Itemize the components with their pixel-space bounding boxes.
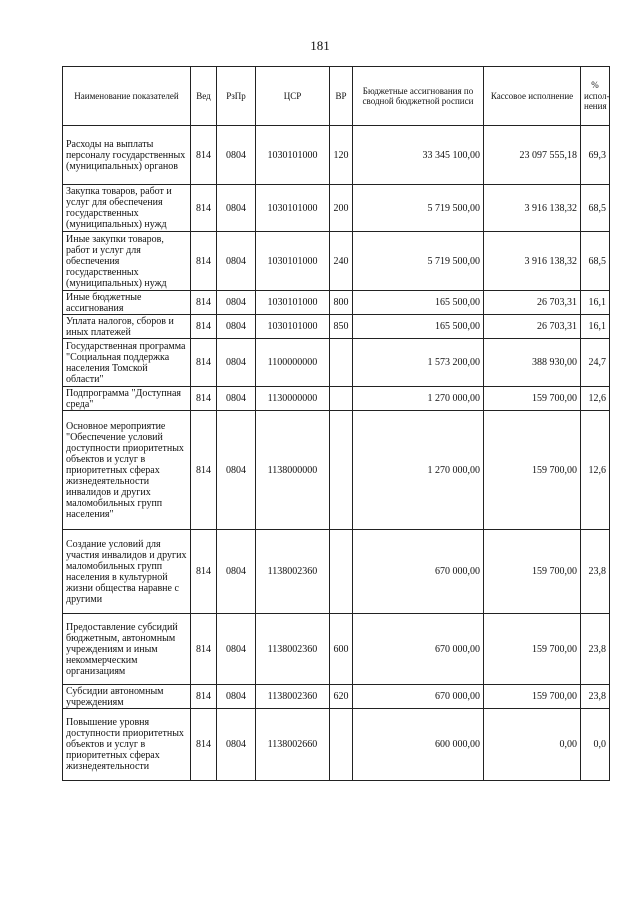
cell-vr — [330, 411, 353, 530]
cell-name: Уплата налогов, сборов и иных платежей — [63, 315, 191, 339]
cell-budget: 33 345 100,00 — [353, 126, 484, 185]
cell-name: Субсидии автономным учреждениям — [63, 685, 191, 709]
cell-name: Подпрограмма "Доступная среда" — [63, 387, 191, 411]
table-body — [63, 126, 610, 781]
cell-name: Закупка товаров, работ и услуг для обеспечения государственных (муниципальных) нужд — [63, 185, 191, 232]
cell-rzpr: 0804 — [217, 709, 256, 781]
header-rzpr: РзПр — [217, 67, 256, 126]
cell-budget: 600 000,00 — [353, 709, 484, 781]
cell-budget: 670 000,00 — [353, 685, 484, 709]
table-row — [63, 126, 610, 185]
cell-cash: 23 097 555,18 — [484, 126, 581, 185]
cell-ved: 814 — [191, 530, 217, 614]
cell-budget: 1 573 200,00 — [353, 339, 484, 387]
cell-cash: 159 700,00 — [484, 614, 581, 685]
cell-cash: 159 700,00 — [484, 530, 581, 614]
cell-vr: 850 — [330, 315, 353, 339]
cell-rzpr: 0804 — [217, 315, 256, 339]
cell-rzpr: 0804 — [217, 411, 256, 530]
table-row — [63, 339, 610, 387]
cell-pct: 12,6 — [581, 411, 610, 530]
cell-cash: 3 916 138,32 — [484, 232, 581, 291]
cell-cash: 26 703,31 — [484, 315, 581, 339]
cell-pct: 24,7 — [581, 339, 610, 387]
cell-name: Основное мероприятие "Обеспечение условий доступности приоритетных объектов и услуг в приоритетных сферах жизнедеятельности инвалидов и других маломобильных групп населения" — [63, 411, 191, 530]
cell-vr: 600 — [330, 614, 353, 685]
cell-budget: 1 270 000,00 — [353, 387, 484, 411]
cell-csr: 1030101000 — [256, 126, 330, 185]
header-budget: Бюджетные ассигнования по сводной бюджетной росписи — [353, 67, 484, 126]
cell-pct: 12,6 — [581, 387, 610, 411]
header-row — [63, 67, 610, 126]
cell-pct: 23,8 — [581, 685, 610, 709]
cell-rzpr: 0804 — [217, 530, 256, 614]
cell-csr: 1138002360 — [256, 530, 330, 614]
page-number: 181 — [310, 38, 330, 53]
table-row — [63, 185, 610, 232]
cell-budget: 165 500,00 — [353, 315, 484, 339]
cell-csr: 1130000000 — [256, 387, 330, 411]
table-row — [63, 232, 610, 291]
cell-ved: 814 — [191, 232, 217, 291]
table-row — [63, 387, 610, 411]
cell-cash: 159 700,00 — [484, 411, 581, 530]
header-name: Наименование показателей — [63, 67, 191, 126]
cell-budget: 5 719 500,00 — [353, 185, 484, 232]
cell-ved: 814 — [191, 411, 217, 530]
cell-name: Иные закупки товаров, работ и услуг для обеспечения государственных (муниципальных) нужд — [63, 232, 191, 291]
cell-name: Государственная программа "Социальная поддержка населения Томской области" — [63, 339, 191, 387]
cell-ved: 814 — [191, 315, 217, 339]
cell-rzpr: 0804 — [217, 614, 256, 685]
cell-vr — [330, 339, 353, 387]
cell-budget: 165 500,00 — [353, 291, 484, 315]
cell-csr: 1138002360 — [256, 685, 330, 709]
cell-csr: 1138002660 — [256, 709, 330, 781]
cell-name: Предоставление субсидий бюджетным, автономным учреждениям и иным некоммерческим организациям — [63, 614, 191, 685]
cell-vr: 800 — [330, 291, 353, 315]
cell-vr — [330, 387, 353, 411]
cell-pct: 16,1 — [581, 315, 610, 339]
cell-vr: 240 — [330, 232, 353, 291]
cell-rzpr: 0804 — [217, 232, 256, 291]
table-row — [63, 291, 610, 315]
cell-csr: 1030101000 — [256, 291, 330, 315]
cell-csr: 1100000000 — [256, 339, 330, 387]
cell-csr: 1138000000 — [256, 411, 330, 530]
cell-cash: 388 930,00 — [484, 339, 581, 387]
cell-cash: 0,00 — [484, 709, 581, 781]
cell-pct: 23,8 — [581, 614, 610, 685]
table-row — [63, 315, 610, 339]
header-csr: ЦСР — [256, 67, 330, 126]
cell-rzpr: 0804 — [217, 291, 256, 315]
cell-vr: 620 — [330, 685, 353, 709]
cell-ved: 814 — [191, 709, 217, 781]
cell-cash: 26 703,31 — [484, 291, 581, 315]
table-header — [63, 67, 610, 126]
cell-name: Иные бюджетные ассигнования — [63, 291, 191, 315]
cell-ved: 814 — [191, 291, 217, 315]
cell-budget: 670 000,00 — [353, 530, 484, 614]
cell-rzpr: 0804 — [217, 685, 256, 709]
header-pct: % испол-нения — [581, 67, 610, 126]
cell-vr — [330, 709, 353, 781]
budget-table — [62, 66, 610, 781]
cell-cash: 159 700,00 — [484, 387, 581, 411]
cell-vr: 200 — [330, 185, 353, 232]
cell-pct: 16,1 — [581, 291, 610, 315]
cell-name: Повышение уровня доступности приоритетных объектов и услуг в приоритетных сферах жизнедеятельности — [63, 709, 191, 781]
table-row — [63, 685, 610, 709]
cell-pct: 23,8 — [581, 530, 610, 614]
cell-budget: 1 270 000,00 — [353, 411, 484, 530]
cell-csr: 1030101000 — [256, 315, 330, 339]
cell-pct: 68,5 — [581, 185, 610, 232]
cell-csr: 1030101000 — [256, 185, 330, 232]
cell-cash: 159 700,00 — [484, 685, 581, 709]
cell-name: Расходы на выплаты персоналу государственных (муниципальных) органов — [63, 126, 191, 185]
cell-rzpr: 0804 — [217, 339, 256, 387]
cell-pct: 68,5 — [581, 232, 610, 291]
cell-pct: 0,0 — [581, 709, 610, 781]
cell-budget: 5 719 500,00 — [353, 232, 484, 291]
cell-ved: 814 — [191, 185, 217, 232]
table-row — [63, 411, 610, 530]
header-vr: ВР — [330, 67, 353, 126]
cell-rzpr: 0804 — [217, 126, 256, 185]
cell-rzpr: 0804 — [217, 185, 256, 232]
cell-csr: 1030101000 — [256, 232, 330, 291]
cell-pct: 69,3 — [581, 126, 610, 185]
cell-ved: 814 — [191, 339, 217, 387]
cell-ved: 814 — [191, 387, 217, 411]
cell-ved: 814 — [191, 614, 217, 685]
cell-ved: 814 — [191, 685, 217, 709]
cell-cash: 3 916 138,32 — [484, 185, 581, 232]
table-row — [63, 530, 610, 614]
cell-vr — [330, 530, 353, 614]
cell-name: Создание условий для участия инвалидов и других маломобильных групп населения в культурной жизни общества наравне с другими — [63, 530, 191, 614]
table-row — [63, 614, 610, 685]
header-ved: Вед — [191, 67, 217, 126]
table-row — [63, 709, 610, 781]
cell-rzpr: 0804 — [217, 387, 256, 411]
cell-budget: 670 000,00 — [353, 614, 484, 685]
header-cash: Кассовое исполнение — [484, 67, 581, 126]
cell-csr: 1138002360 — [256, 614, 330, 685]
cell-ved: 814 — [191, 126, 217, 185]
cell-vr: 120 — [330, 126, 353, 185]
